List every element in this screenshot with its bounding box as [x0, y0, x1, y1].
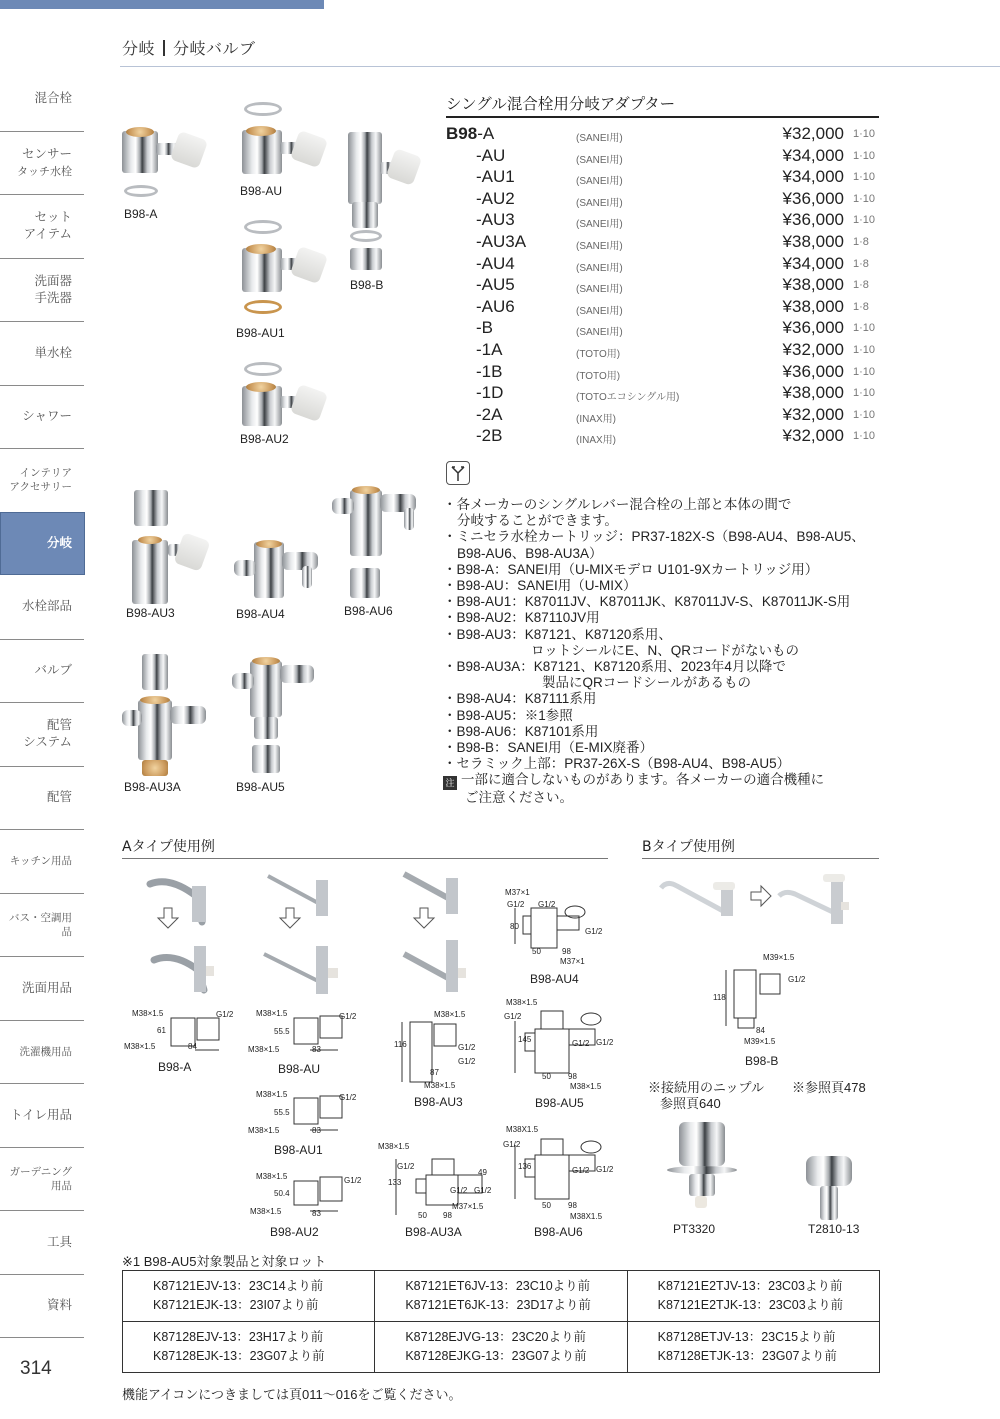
note-line: B98-AU6、B98-AU3A） [457, 545, 603, 561]
faucet-before-after-au [260, 870, 350, 1000]
diagram-b98-au6 [505, 1135, 615, 1215]
sidebar-item-faucet-parts[interactable] [0, 575, 84, 639]
pack-qty: 1·10 [853, 387, 876, 400]
category-sidebar [0, 67, 84, 1338]
price-row [446, 210, 886, 232]
sidebar-item-label: 資料 [46, 1297, 72, 1313]
diagram-b98-au3 [400, 1018, 470, 1088]
diagram-label: B98-AU5 [535, 1096, 584, 1110]
sidebar-item-branch[interactable] [0, 512, 85, 576]
usage-b-rule [642, 858, 879, 859]
sidebar-item-kitchen[interactable] [0, 829, 84, 893]
breadcrumb [122, 36, 256, 59]
product-label: B98-AU2 [240, 432, 289, 446]
model-code: -B [476, 318, 493, 338]
sidebar-item-label: キッチン用品 [9, 855, 72, 868]
price-row [446, 383, 886, 405]
model-code: -AU6 [476, 296, 515, 316]
price-row [446, 146, 886, 168]
sidebar-item-label: 洗面器 手洗器 [34, 272, 72, 305]
sidebar-item-shower[interactable] [0, 385, 84, 449]
product-label: B98-AU1 [236, 326, 285, 340]
part-label: T2810-13 [808, 1222, 860, 1236]
price-row [446, 124, 886, 146]
price-list [446, 124, 886, 448]
product-label: B98-AU3 [126, 606, 175, 620]
maker: (TOTO用) [576, 348, 621, 360]
note-line: ・ミニセラ水栓カートリッジ：PR37-182X-S（B98-AU4、B98-AU5、 [443, 529, 865, 545]
product-image-b98-au3a [122, 652, 232, 797]
note-line: ・B98-AU1：K87011JV、K87011JK、K87011JV-S、K87011JK-S用 [443, 594, 851, 610]
price: ¥38,000 [782, 296, 844, 316]
part-image-t2810-13 [800, 1150, 880, 1236]
product-image-b98-au5 [232, 655, 342, 797]
model-code: -AU3A [476, 231, 527, 251]
page-number: 314 [20, 1358, 52, 1379]
maker: (SANEI用) [576, 176, 623, 188]
price-row [446, 426, 886, 448]
price: ¥32,000 [782, 124, 844, 143]
sidebar-bottom-rule [0, 1337, 84, 1338]
sidebar-item-label: 洗面用品 [21, 979, 72, 995]
model-code: -AU3 [476, 210, 515, 230]
sidebar-item-tools[interactable] [0, 1210, 84, 1274]
product-image-b98-au2 [236, 360, 346, 450]
maker: (SANEI用) [576, 240, 623, 252]
maker: (SANEI用) [576, 262, 623, 274]
diagram-b98-au1 [290, 1092, 370, 1134]
price-row [446, 189, 886, 211]
footer-note: 機能アイコンにつきましては頁011～016をご覧ください。 [122, 1387, 462, 1402]
usage-b-heading: Bタイプ使用例 [642, 839, 735, 855]
lot-table-title: ※1 B98-AU5対象製品と対象ロット [122, 1254, 327, 1269]
product-image-b98-b [342, 130, 432, 300]
sidebar-item-label: 配管 [46, 789, 72, 805]
product-title: シングル混合栓用分岐アダプター [446, 95, 676, 113]
product-image-b98-au3 [124, 488, 234, 623]
price: ¥34,000 [782, 167, 844, 187]
note-line: ・B98-AU5：※1参照 [443, 707, 573, 723]
top-accent-bar [0, 0, 324, 9]
diagram-label: B98-AU [278, 1062, 321, 1076]
price: ¥36,000 [782, 361, 844, 381]
usage-a-heading: Aタイプ使用例 [122, 839, 215, 855]
maker: (TOTOエコシングル用) [576, 392, 680, 404]
table-cell: K87121ET6JV-13：23C10より前 K87121ET6JK-13：23D17より前 [375, 1271, 627, 1322]
price: ¥34,000 [782, 253, 844, 273]
product-label: B98-AU [240, 184, 283, 198]
model-code: B98-A [446, 124, 495, 143]
product-notes [443, 497, 893, 807]
maker: (INAX用) [576, 413, 616, 425]
pack-qty: 1·8 [853, 257, 869, 270]
note-line: 製品にQRコードシールがあるもの [542, 675, 751, 691]
sidebar-item-label: 混合栓 [34, 90, 72, 106]
price-row [446, 297, 886, 319]
note-line: ・B98-B：SANEI用（E-MIX廃番） [443, 740, 654, 756]
sidebar-item-gardening[interactable] [0, 1147, 84, 1211]
nipple-reference-note: ※接続用のニップル 参照頁640 [648, 1080, 764, 1111]
pack-qty: 1·10 [853, 128, 876, 140]
note-line: ・B98-A：SANEI用（U-MIXモデロ U101-9Xカートリッジ用） [443, 561, 819, 577]
note-line: ・B98-AU3A：K87121、K87120系用、2023年4月以降で [443, 659, 786, 675]
maker: (SANEI用) [576, 284, 623, 296]
faucet-before-after-a [140, 872, 220, 1002]
header-divider [120, 66, 1000, 67]
model-code: -1D [476, 383, 504, 403]
sidebar-item-piping-system[interactable] [0, 702, 84, 766]
pack-qty: 1·8 [853, 235, 869, 248]
price-row [446, 167, 886, 189]
breadcrumb-separator [163, 40, 165, 56]
pack-qty: 1·10 [853, 171, 876, 184]
note-line: ・B98-AU2：K87110JV用 [443, 610, 600, 626]
product-image-b98-au4 [232, 540, 342, 625]
diagram-label: B98-AU6 [534, 1225, 583, 1239]
part-label: PT3320 [673, 1222, 716, 1236]
model-code: -2A [476, 404, 503, 424]
sidebar-item-label: トイレ用品 [10, 1106, 72, 1122]
maker: (SANEI用) [576, 305, 623, 317]
table-row [123, 1271, 880, 1322]
sidebar-item-label: ガーデニング 用品 [9, 1165, 72, 1192]
sidebar-item-label: 工具 [46, 1233, 72, 1249]
caution-line: ご注意ください。 [465, 790, 573, 806]
note-line: ・B98-AU4：K87111系用 [443, 691, 597, 707]
diagram-b98-au [290, 1012, 370, 1054]
pack-qty: 1·8 [853, 300, 869, 313]
price: ¥34,000 [782, 145, 844, 165]
sidebar-item-label: 単水栓 [34, 344, 72, 360]
usage-b-faucet-example [655, 872, 875, 932]
sidebar-item-label: バス・空調用品 [9, 911, 72, 938]
price: ¥36,000 [782, 318, 844, 338]
product-image-b98-au [236, 100, 346, 200]
product-title-rule [446, 116, 879, 118]
diagram-label: B98-AU3A [405, 1225, 462, 1239]
sidebar-item-bath-hvac[interactable] [0, 893, 84, 957]
price: ¥36,000 [782, 210, 844, 230]
price-row [446, 362, 886, 384]
table-cell: K87128EJVG-13：23C20より前 K87128EJKG-13：23G07より前 [375, 1322, 627, 1373]
model-code: -AU5 [476, 275, 515, 295]
diagram-label: B98-AU4 [530, 972, 579, 986]
product-label: B98-AU5 [236, 780, 285, 794]
diagram-label: B98-B [745, 1054, 779, 1068]
price-row [446, 275, 886, 297]
part-image-pt3320 [665, 1120, 745, 1236]
price: ¥38,000 [782, 383, 844, 403]
maker: (TOTO用) [576, 370, 621, 382]
sidebar-item-label: シャワー [22, 408, 72, 424]
maker: (SANEI用) [576, 327, 623, 339]
model-code: -AU2 [476, 188, 515, 208]
caution-icon: 注 [443, 776, 457, 790]
sidebar-item-set-items[interactable] [0, 194, 84, 258]
price: ¥32,000 [782, 426, 844, 446]
model-code: -1A [476, 339, 503, 359]
maker: (SANEI用) [576, 133, 623, 144]
pack-qty: 1·8 [853, 279, 869, 292]
product-label: B98-AU3A [124, 780, 181, 794]
sidebar-item-valve[interactable] [0, 639, 84, 703]
maker: (SANEI用) [576, 154, 623, 166]
pack-qty: 1·10 [853, 430, 876, 443]
model-code: -1B [476, 361, 503, 381]
note-line: ロットシールにE、N、QRコードがないもの [531, 642, 799, 658]
note-line: ・B98-AU3：K87121、K87120系用、 [443, 626, 672, 642]
product-image-b98-a [120, 125, 220, 225]
diagram-b98-b [722, 960, 802, 1035]
diagram-label: B98-AU1 [274, 1143, 323, 1157]
table-cell: K87121EJV-13：23C14より前 K87121EJK-13：23I07より前 [123, 1271, 375, 1322]
usage-a-rule [122, 858, 608, 859]
maker: (SANEI用) [576, 219, 623, 231]
pack-qty: 1·10 [853, 343, 876, 356]
price: ¥36,000 [782, 188, 844, 208]
faucet-before-after-au3 [398, 868, 478, 998]
model-code: -AU1 [476, 167, 515, 187]
note-line: ・B98-AU：SANEI用（U-MIX） [443, 578, 637, 594]
sidebar-item-sensor-faucet[interactable] [0, 131, 84, 195]
sidebar-item-label: インテリア アクセサリー [9, 467, 72, 494]
breadcrumb-section[interactable]: 分岐 [122, 39, 156, 58]
table-cell: K87128EJV-13：23H17より前 K87128EJK-13：23G07より前 [123, 1322, 375, 1373]
table-cell: K87128ETJV-13：23C15より前 K87128ETJK-13：23G07より前 [627, 1322, 879, 1373]
table-row [123, 1322, 880, 1373]
price: ¥38,000 [782, 275, 844, 295]
pack-qty: 1·10 [853, 322, 876, 335]
sidebar-item-interior-accessory[interactable] [0, 448, 84, 512]
price-row [446, 232, 886, 254]
sidebar-item-single-faucet[interactable] [0, 321, 84, 385]
model-code: -2B [476, 426, 503, 446]
model-code: -AU4 [476, 253, 515, 273]
note-line: ・B98-AU6：K87101系用 [443, 723, 599, 739]
sidebar-item-label: 分岐 [46, 534, 72, 550]
pack-qty: 1·10 [853, 149, 876, 162]
note-line: ・セラミック上部：PR37-26X-S（B98-AU4、B98-AU5） [443, 756, 791, 772]
sidebar-item-label: 配管 システム [23, 717, 72, 750]
sidebar-item-label: 洗濯機用品 [19, 1045, 72, 1058]
note-line: ・各メーカーのシングルレバー混合栓の上部と本体の間で [443, 497, 792, 512]
sidebar-item-label: バルブ [34, 662, 72, 678]
diagram-label: B98-A [158, 1060, 192, 1074]
sidebar-item-washing-machine[interactable] [0, 1020, 84, 1084]
pack-qty: 1·10 [853, 408, 876, 421]
price: ¥32,000 [782, 339, 844, 359]
price-row [446, 340, 886, 362]
maker: (INAX用) [576, 435, 616, 447]
price: ¥38,000 [782, 231, 844, 251]
price-row [446, 254, 886, 276]
sidebar-item-washbasin[interactable] [0, 258, 84, 322]
diagram-label: B98-AU2 [270, 1225, 319, 1239]
model-code: -AU [476, 145, 506, 165]
sidebar-item-label: センサー タッチ水栓 [17, 145, 72, 178]
product-label: B98-A [124, 207, 158, 221]
product-label: B98-AU6 [344, 604, 393, 618]
price: ¥32,000 [782, 404, 844, 424]
sidebar-item-mixing-faucet[interactable] [0, 67, 84, 131]
table-cell: K87121E2TJV-13：23C03より前 K87121E2TJK-13：23C03より前 [627, 1271, 879, 1322]
product-image-b98-au6 [332, 484, 442, 624]
page-reference-note: ※参照頁478 [792, 1080, 866, 1095]
breadcrumb-subsection: 分岐バルブ [173, 39, 256, 58]
pack-qty: 1·10 [853, 192, 876, 205]
note-line: 分岐することができます。 [457, 513, 618, 529]
product-label: B98-B [350, 278, 384, 292]
caution-line: 注 一部に適合しないものがあります。各メーカーの適合機種に [443, 772, 893, 790]
sidebar-item-toilet[interactable] [0, 1083, 84, 1147]
pack-qty: 1·10 [853, 365, 876, 378]
product-image-b98-au1 [236, 218, 346, 348]
sidebar-item-piping[interactable] [0, 766, 84, 830]
price-row [446, 318, 886, 340]
diagram-label: B98-AU3 [414, 1095, 463, 1109]
lot-table [122, 1270, 880, 1373]
sidebar-item-label: セット アイテム [23, 209, 72, 242]
sidebar-item-resources[interactable] [0, 1274, 84, 1338]
sidebar-item-washroom[interactable] [0, 956, 84, 1020]
product-label: B98-AU4 [236, 607, 285, 621]
maker: (SANEI用) [576, 197, 623, 209]
sidebar-item-label: 水栓部品 [21, 598, 72, 614]
branch-icon [446, 461, 470, 485]
pack-qty: 1·10 [853, 214, 876, 227]
price-row [446, 405, 886, 427]
